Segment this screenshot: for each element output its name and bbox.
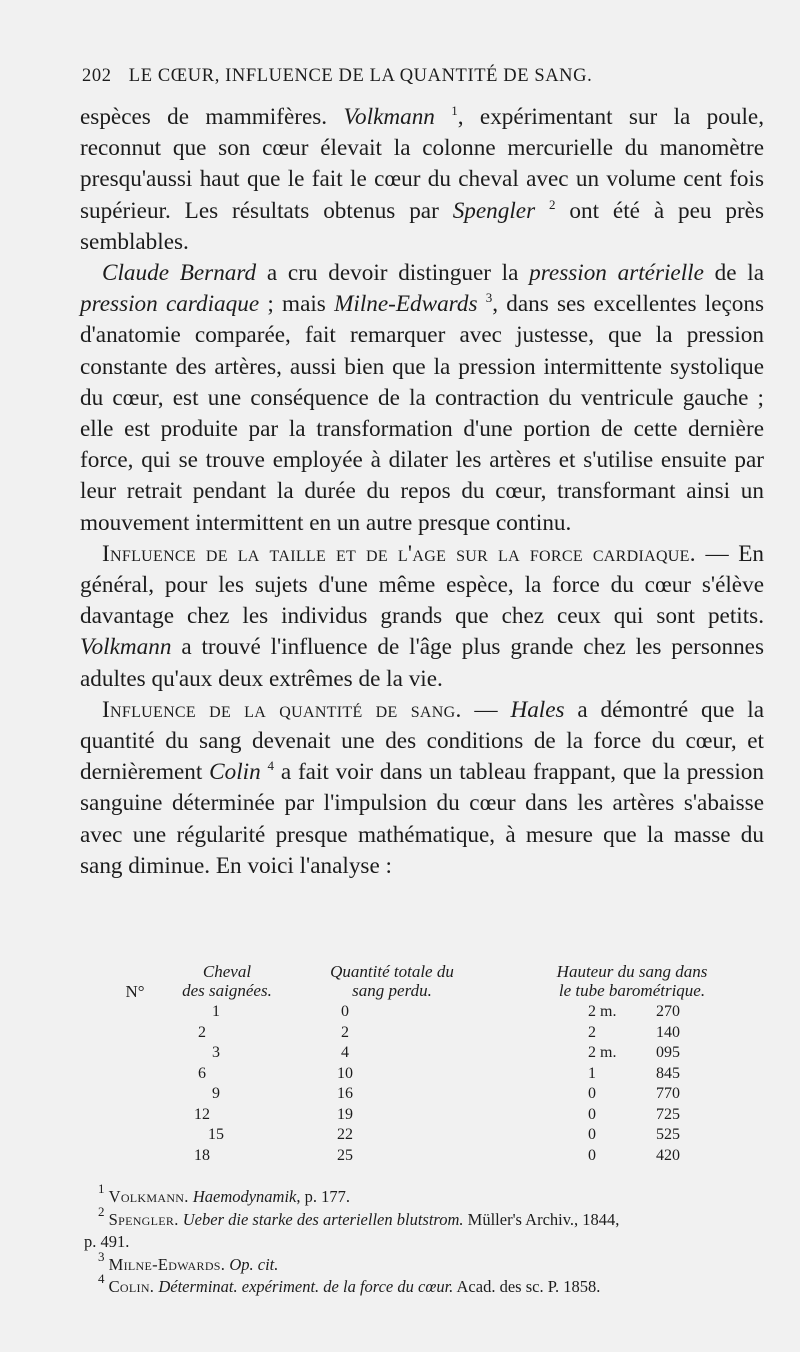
table-row (96, 1084, 736, 1105)
paragraph-3 (80, 539, 764, 695)
cell-hauteur-fraction: 270 (656, 1003, 680, 1020)
footnote-ref-2: 2 (549, 196, 556, 212)
section-heading-taille: Influence de la taille et de l'age sur la force cardiaque. (102, 540, 696, 567)
cell-hauteur-fraction: 095 (656, 1044, 680, 1061)
text-run: a cru devoir distinguer la (256, 260, 530, 287)
author-bernard: Claude Bernard (102, 260, 257, 287)
term-pression-arterielle: pression artérielle (529, 260, 704, 287)
footnote-text: , p. 177. (296, 1187, 351, 1206)
cell-unit: m. (600, 1003, 617, 1020)
cell-saignees: 3 (212, 1044, 220, 1061)
footnote-author: Milne-Edwards. (108, 1254, 226, 1274)
cell-saignees: 15 (208, 1126, 224, 1143)
cell-hauteur-metres: 0 (588, 1146, 596, 1164)
text-run: a fait voir dans un tableau frappant, que la pression sanguine déterminée par l'impulsion du cœur dans les artères s'abaisse avec une régularité presque mathématique, à mesure que la masse du sang diminue. En voici l'analyse : (80, 759, 764, 879)
paragraph-2 (80, 258, 764, 539)
footnote-number: 2 (98, 1203, 105, 1219)
footnote-number: 1 (98, 1181, 105, 1196)
footnote-title: Déterminat. expériment. de la force du cœur. (154, 1277, 454, 1296)
cell-saignees: 9 (212, 1085, 220, 1102)
cell-sang-perdu: 22 (337, 1126, 353, 1143)
cell-sang-perdu: 2 (341, 1023, 349, 1041)
table-row (96, 1105, 736, 1126)
cell-hauteur-metres: 0 (588, 1126, 596, 1143)
section-heading-quantite: Influence de la quantité de sang. (102, 696, 462, 723)
text-run: a trouvé l'influence de l'âge plus grande chez les personnes adultes qu'aux deux extrêmes de la vie. (80, 634, 764, 692)
text-run: de la (703, 260, 764, 287)
text-run: espèces de mammifères. (80, 104, 344, 130)
header-line: Hauteur du sang dans (556, 962, 708, 981)
cell-hauteur-fraction: 770 (656, 1085, 680, 1102)
cell-sang-perdu: 19 (337, 1105, 353, 1123)
footnote-number: 3 (98, 1248, 105, 1264)
text-run: ; mais (259, 291, 335, 318)
header-line: des saignées. (182, 981, 272, 1000)
paragraph-4 (80, 695, 764, 882)
column-header-no: N° (125, 982, 145, 1001)
author-hales: Hales (510, 696, 565, 723)
table-row (96, 1125, 736, 1146)
column-header-sang-perdu (302, 962, 482, 1000)
footnote-text: Müller's Archiv., 1844, (463, 1209, 620, 1229)
cell-saignees: 18 (194, 1146, 210, 1164)
cell-sang-perdu: 16 (337, 1085, 353, 1102)
cell-saignees: 1 (212, 1003, 220, 1020)
table-row (96, 1064, 736, 1085)
table-body (96, 1002, 736, 1166)
running-header (82, 66, 772, 87)
cell-hauteur-metres: 0 (588, 1105, 596, 1123)
text-run: a démontré que la quantité du sang devenait une des conditions de la force du cœur, et dernièrement (80, 696, 765, 786)
footnote-ref-1: 1 (451, 103, 458, 118)
cell-sang-perdu: 0 (341, 1003, 349, 1020)
author-volkmann: Volkmann (343, 104, 435, 130)
cell-sang-perdu: 25 (337, 1146, 353, 1164)
footnote-2 (84, 1203, 764, 1232)
cell-hauteur-metres: 2 (588, 1003, 596, 1020)
cell-saignees: 6 (198, 1064, 206, 1082)
text-run: ont été à peu près semblables. (80, 197, 764, 255)
cell-hauteur-metres: 1 (588, 1064, 596, 1082)
header-line: Quantité totale du (330, 962, 454, 981)
table-header (96, 962, 736, 1002)
footnote-author: Spengler. (108, 1209, 179, 1229)
header-line: Cheval (202, 962, 252, 981)
text-run: , expérimentant sur la poule, reconnut que son cœur élevait la colonne mercurielle du manomètre presqu'aussi haut que le fait le cœur du cheval avec un volume cent fois supérieur. Les résultats obtenus par (80, 104, 764, 224)
footnote-2-continued: p. 491. (84, 1232, 130, 1251)
footnote-number: 4 (98, 1271, 105, 1286)
cell-hauteur-metres: 0 (588, 1085, 596, 1102)
cell-sang-perdu: 4 (341, 1044, 349, 1061)
text-run: — En général, pour les sujets d'une même espèce, la force du cœur s'élève davantage chez les individus grands que chez ceux qui sont petits. (80, 540, 764, 630)
footnote-author: Volkmann. (108, 1187, 189, 1206)
header-line: sang perdu. (352, 981, 432, 1000)
footnote-title: Op. cit. (225, 1254, 279, 1274)
footnote-3 (84, 1248, 764, 1277)
table-row (96, 1002, 736, 1023)
cell-hauteur-metres: 2 (588, 1023, 596, 1041)
table-row (96, 1146, 736, 1167)
cell-saignees: 12 (194, 1105, 210, 1123)
header-line: le tube barométrique. (558, 981, 706, 1000)
term-pression-cardiaque: pression cardiaque (80, 291, 260, 318)
footnote-text: Acad. des sc. P. 1858. (453, 1277, 601, 1296)
cell-hauteur-fraction: 725 (656, 1105, 680, 1123)
paragraph-1 (80, 102, 764, 258)
cell-hauteur-fraction: 140 (656, 1023, 680, 1041)
cell-saignees: 2 (198, 1023, 206, 1041)
cell-hauteur-fraction: 525 (656, 1126, 680, 1143)
footnotes (84, 1181, 764, 1299)
author-spengler: Spengler (452, 197, 536, 224)
footnote-1 (84, 1181, 764, 1209)
cell-hauteur-fraction: 845 (656, 1064, 680, 1082)
cell-unit: m. (600, 1044, 617, 1061)
author-colin: Colin (209, 759, 261, 786)
author-milne-edwards: Milne-Edwards (334, 291, 478, 318)
footnote-ref-3: 3 (485, 290, 493, 306)
body-text (80, 102, 764, 882)
cell-sang-perdu: 10 (337, 1064, 353, 1082)
page-number: 202 (82, 66, 112, 86)
footnote-title: Ueber die starke des arteriellen blutstrom. (178, 1209, 464, 1229)
footnote-title: Haemodynamik (188, 1187, 297, 1206)
column-header-hauteur (522, 962, 742, 1000)
footnote-ref-4: 4 (267, 758, 275, 774)
footnote-author: Colin. (108, 1277, 155, 1296)
running-title: LE CŒUR, INFLUENCE DE LA QUANTITÉ DE SANG. (128, 66, 593, 86)
footnote-4 (84, 1271, 764, 1299)
column-header-saignees (162, 962, 292, 1000)
cell-hauteur-metres: 2 (588, 1044, 596, 1061)
author-volkmann: Volkmann (80, 634, 172, 661)
cell-hauteur-fraction: 420 (656, 1146, 680, 1164)
table-row (96, 1043, 736, 1064)
table-row (96, 1023, 736, 1044)
data-table (96, 962, 736, 1166)
text-run: — (461, 696, 511, 723)
text-run: , dans ses excellentes leçons d'anatomie comparée, fait remarquer avec justesse, que la pression constante des artères, aussi bien que la pression intermittente systolique du cœur, est une conséquence de la contraction du ventricule gauche ; elle est produite par la transformation d'une portion de cette dernière force, qui se trouve employée à dilater les artères et s'utilise ensuite par leur retrait pendant la durée du repos du cœur, transformant ainsi un mouvement intermittent en un autre presque continu. (80, 291, 764, 536)
